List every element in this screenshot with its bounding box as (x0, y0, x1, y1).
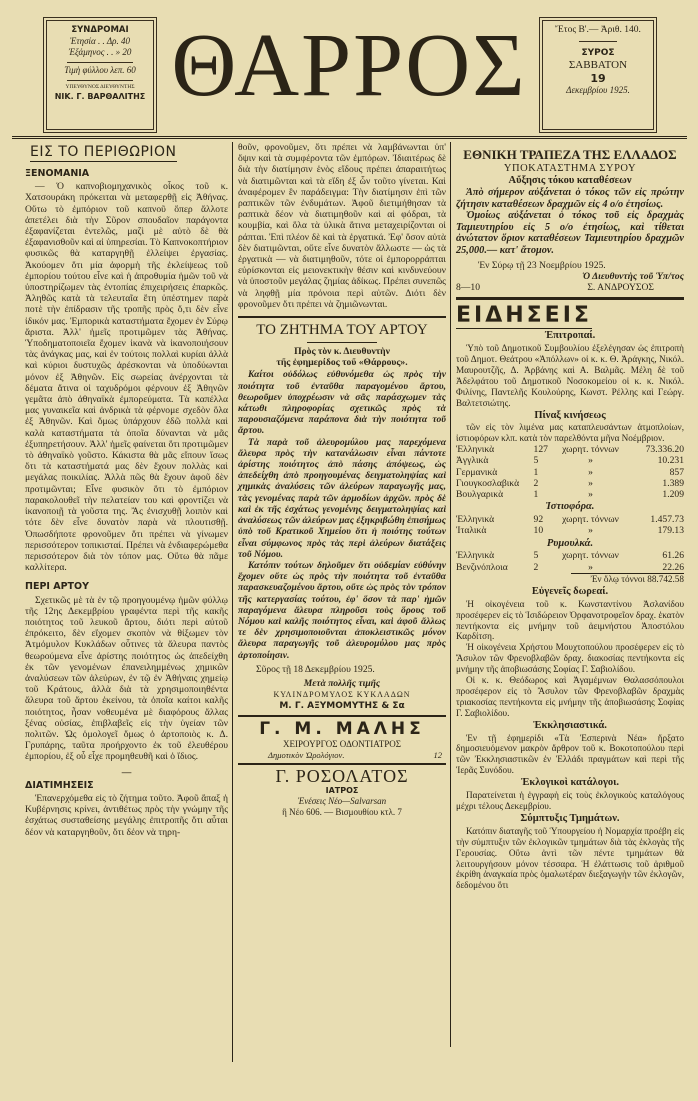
news-paragraph: Οἱ κ. κ. Θεόδωρος καὶ Ἀγαμέμνων Θαλασσόπουλοι προσέφερον εἰς τὸ Ἄσυλον τῶν Φρενοβλαβῶν δραχμὰς τριακοσίας πεντήκοντα εἰς μνήμην τῆς ἀποβιωσάσης Σοφίας Γ. Σαβιολίδου. (456, 675, 684, 718)
article-xenomania (25, 168, 228, 573)
column-divider (450, 142, 451, 1047)
ad-doctor (238, 766, 446, 818)
shipping-tons: 73.336.20 (645, 444, 684, 456)
bank-signer-title: Ὁ Διευθυντὴς τοῦ Ὑπ/τος (582, 270, 684, 282)
news-subtitle: Εὐγενεῖς δωρεαί. (531, 585, 609, 597)
bank-date: Ἐν Σύρῳ τῇ 23 Νοεμβρίου 1925. (478, 259, 606, 271)
article-prices-continued (238, 142, 446, 310)
shipping-count: 92 (533, 514, 544, 526)
issue-day: 19 (590, 72, 606, 85)
news-paragraph: Ἡ οἰκογένεια Χρήστου Μουχτοπούλου προσέφερεν εἰς τὸ Ἄσυλον τῶν Φρενοβλαβῶν δραχ. διακοσίας πεντήκοντα εἰς μνήμην τῆς ἀποβιωσάσης Σοφίας Γ. Σαβιολίδου. (456, 642, 684, 675)
article-title: ΠΕΡΙ ΑΡΤΟΥ (25, 581, 89, 593)
article-body: Σχετικῶς μὲ τὰ ἐν τῷ προηγουμένῳ ἡμῶν φύλλῳ τῆς 12ης Δεκεμβρίου γραφέντα περὶ τῆς κακῆς ποιότητος τοῦ λευκοῦ ἄρτου, διότι περὶ αὐτοῦ ἐπρόκειτο, δὲν εἴχομεν σκοπὸν νὰ θίξωμεν τὸν Ἀτμόμυλον Κυκλάδων οὗτινες τὰ ἄλευρα παντὸς θεωρούμενα εἶνε ἀρίστης ποιότητος ὡς ἀπεδείχθη ἐκ τῶν γενομένων ἐπανειλημμένως χημικῶν ἀναλύσεων τῶν ἀλεύρων, ἐν τῷ ἐν Ἀθήναις χημείῳ τοῦ Κράτους, ἀλλὰ διὰ τὰ χρησιμοποιηθέντα ἄλευρα τοῦ ἄρτου ἐκείνου, τὰ ὁποῖα καίτοι καλῆς ποιότητος, ἦσαν νοθευμένα μὲ διαφόρους ἄλλας ξένας οὐσίας, ἐπιβλαβεῖς εἰς τὴν ὑγείαν τῶν πολιτῶν. Ὡς ὁμολογεῖ ὅμως ὁ ἀρτοποιὸς κ. Δ. Γρυπάρης, ταῦτα προήρχοντο ἐκ τοῦ ἐλευθέρου ἐμπορίου, ἐξ οὗ εἶχε προμηθευθῆ καὶ ὁ ἴδιος. (25, 594, 228, 763)
column-2 (238, 142, 446, 818)
bank-branch: ΥΠΟΚΑΤΑΣΤΗΜΑ ΣΥΡΟΥ (503, 163, 637, 174)
news-section (456, 303, 684, 891)
ad-dentist (238, 719, 446, 761)
subscription-heading: ΣΥΝΔΡΟΜΑΙ (71, 25, 129, 35)
bank-subtitle: Αὔξησις τόκου καταθέσεων (508, 175, 632, 186)
subscription-box (46, 20, 154, 130)
column-1 (25, 144, 228, 838)
annual-price: Ἐτησία . . Δρ. 40 (70, 36, 130, 46)
shipping-row (456, 562, 684, 573)
letter-mill: ΚΥΛΙΝΔΡΟΜΥΛΟΣ ΚΥΚΛΑΔΩΝ (273, 690, 411, 700)
shipping-row (456, 489, 684, 500)
shipping-flag: Ἑλληνικὰ (456, 444, 495, 456)
news-paragraph: Ἡ οἰκογένεια τοῦ κ. Κωνσταντίνου Ἀσλανίδου προσέφερεν εἰς τὸ Ἱσιδώρειον Ὀρφανοτροφεῖον δραχ. ἑκατὸν πεντήκοντα εἰς μνήμην τοῦ ἀειμνήστου Ἀποστόλου Καρδίτση. (456, 598, 684, 642)
shipping-tons: 1.209 (662, 489, 684, 501)
issue-weekday: ΣΑΒΒΑΤΟΝ (568, 59, 628, 71)
bread-question-title: ΤΟ ΖΗΤΗΜΑ ΤΟΥ ΑΡΤΟΥ (256, 322, 428, 339)
shipping-flag: Ἑλληνικὰ (456, 514, 495, 526)
news-paragraph: Κατόπιν διαταγῆς τοῦ Ὑπουργείου ἡ Νομαρχία προέβη εἰς τὴν σύμπτυξιν τῶν ἐκλογικῶν τμημάτων διὰ τὰς ἐκλογὰς τῆς Γερουσίας. Οὕτω ἀντὶ τῶν πέντε τμημάτων θὰ λειτουργήσουν μόνον τέσσαρα. Ἡ ἐλάττωσις τοῦ ἀριθμοῦ ἐκρίθη ἀναγκαία πρὸς ὁμαλωτέραν διεξαγωγὴν τῶν ἐκλογῶν, δεδομένου ὅτι (456, 825, 684, 891)
shipping-table-tugs (456, 550, 684, 572)
news-paragraph: Ἐν τῇ ἐφημερίδι «Τὰ Ἑσπερινὰ Νέα» ἤρξατο δημοσιευόμενον μακρὸν ἄρθρον τοῦ κ. Βοκοτοπούλου περὶ τῶν Ἐκκλησιαστικῶν ἐν Ἑλλάδι πραγμάτων καὶ περὶ τῆς Ἱερᾶς Συνόδου. (456, 732, 684, 776)
shipping-flag: Βουλγαρικὰ (456, 489, 504, 501)
bank-name: ΕΘΝΙΚΗ ΤΡΑΠΕΖΑ ΤΗΣ ΕΛΛΑΔΟΣ (463, 147, 677, 162)
bank-paragraph: Ἀπὸ σήμερον αὐξάνεται ὁ τόκος τῶν εἰς πρώτην ζήτησιν καταθέσεων δραχμῶν εἰς 4 ο/ο ἐτησίως. (456, 187, 684, 210)
newspaper-title: ΘΑΡΡΟΣ (171, 16, 527, 115)
section-rule (238, 316, 446, 318)
shipping-tons: 10.231 (657, 455, 684, 467)
bank-signer: Σ. ΑΝΔΡΟΥΣΟΣ (587, 281, 654, 293)
dentist-name: Γ. Μ. ΜΑΛΗΣ (259, 719, 425, 740)
bread-letter (238, 342, 446, 712)
bank-ad (456, 146, 684, 293)
news-subtitle: Ἐκλογικοὶ κατάλογοι. (520, 777, 619, 789)
shipping-tons: 179.13 (657, 525, 684, 537)
issue-number: Ἔτος Β'.— Ἀριθ. 140. (555, 25, 641, 35)
shipping-count: 1 (533, 489, 539, 501)
bank-paragraph: Ὁμοίως αὐξάνεται ὁ τόκος τοῦ εἰς δραχμὰς Ταμιευτηρίου εἰς 5 ο/ο ἐτησίως, καὶ τίθεται ἀνώτατον ὅριον καταθέσεων Ταμιευτηρίου δραχμῶν 25,000.— κατ' ἄτομον. (456, 210, 684, 256)
shipping-unit: » (588, 477, 593, 489)
shipping-tons: 1.457.73 (650, 514, 684, 526)
shipping-row (456, 444, 684, 455)
letter-closing: Μετὰ πολλῆς τιμῆς (303, 677, 381, 689)
ad-rule (238, 763, 446, 765)
dentist-profession: ΧΕΙΡΟΥΡΓΟΣ ΟΔΟΝΤΙΑΤΡΟΣ (283, 739, 401, 750)
shipping-count: 10 (533, 525, 544, 537)
shipping-unit: » (588, 455, 593, 467)
shipping-tons: 61.26 (662, 550, 684, 562)
shipping-row (456, 478, 684, 489)
shipping-tons: 22.26 (662, 561, 684, 573)
article-body: — Ὁ καπνοβιομηχανικὸς οἶκος τοῦ κ. Χατσουράκη πρόκειται νὰ μεταφερθῇ εἰς Ἀθήνας. Οὕτω τὸ ἐμπόριον τοῦ καπνοῦ ὅπερ ἄλλοτε ἀπετέλει διὰ τὴν Σῦρον σπουδαῖον παράγοντα ἐξαφανίζεται ἐντελῶς, μαζὶ μὲ αὐτὸ δὲ θὰ ἐξαφανισθοῦν καὶ αἱ ὑπηρεσίαι. Τὸ Καπνοκοπτήριον φυσικῶς θὰ καταργηθῇ ἐλλείψει ἐργασίας. Ἀκούομεν ὅτι μία ἀφορμὴ τῆς ἐκλείψεως τοῦ ἐμπορίου τούτου εἶνε καὶ ἡ ἀπροθυμία ἡμῶν τοῦ νὰ ὑποστηρίζωμεν τὰς ἐντοπίας ἐπιχειρήσεις ἐπαρκῶς. Ἀληθῶς κατὰ τὰ τελευταῖα ἔτη ὑπέστημεν παρὰ ποτὲ τὴν ἐπίδρασιν τῆς τροπῆς πρὸς ὅ,τι δὲν εἶνε ἰδικόν μας. Ἐμπορικὰ καταστήματα ἔχομεν ἐν Σύρῳ ἄριστα. Ἀλλ' ἡμεῖς προτιμῶμεν τὰς Ἀθήνας. Ὑποδηματοποιεῖα ἔχομεν ἱκανὰ νὰ ἱκανοποιήσουν τὰς ἀνάγκας μας, καὶ ἐν τούτοις πολλαὶ κυρίαι ἀλλὰ καὶ κύριοι δυστυχῶς ἀρέσκονται νὰ ὑποδύωνται μόνον ἐξ Ἀθηνῶν. Εἰς σωρείας ἀνέρχονται τὰ δέματα ἅτινα οἱ ταχυδρόμοι φέρνουν ἐξ Ἀθηνῶν γεμᾶτα ἀπὸ ἀθηναϊκὰ ἐμπορεύματα. Τὰ καπέλλα μας γυναικεῖα καὶ ἀνδρικὰ τὰ φέρνομε σχεδὸν ὅλα ἐξ Ἀθηνῶν. Καὶ ὅμως ὑπάρχουν ἐδῶ πολλὰ καὶ καλὰ καταστήματα τὰ ὁποῖα δύνανται νὰ μᾶς ἐξυπηρετήσουν. Ἀλλ' ἡμεῖς φαίνεται ὅτι προτιμῶμεν τὸ ἀθηναϊκὸ γοῦστο. Κάκιστα θὰ μᾶς εἴπουν ἴσως ὅτι τὰ καταστήματά μας δὲν ἔχουν πολλὰς καὶ μεγάλας ποικιλίας. Ἀλλὰ πῶς θὰ ἔχουν ἀφοῦ δὲν προτιμῶνται; Εἶνε φυσικὸν ὅτι τὸ ἐμπόριον παρακολουθεῖ τὴν πελατείαν του καὶ φροντίζει νὰ ἱκανοποιῇ τὰ γοῦστα της. Ἂς ἐνισχυθῇ λοιπὸν καὶ τότε δὲν εἶνε δυνατὸν παρὰ νὰ πλουτισθῇ. Ὁπωσδήποτε φρονοῦμεν ὅτι πρέπει νὰ γίνωμεν περισσότερον τοπικισταί. Πρέπει νὰ ἐνδιαφερώμεθα περισσότερον διὰ τὸν τόπον μας. Οὕτω θὰ πᾶμε καλλίτερα. (25, 181, 228, 574)
news-subtitle: Ἐκκλησιαστικά. (533, 719, 607, 731)
shipping-unit: » (588, 561, 593, 573)
letter-signature: Μ. Γ. ΑΞΥΜΟΜΥΤΗΣ & Σα (279, 701, 405, 712)
dentist-address: Δημοτικὸν Ὡρολόγιον. (268, 750, 345, 761)
shipping-flag: Βενζινόπλοια (456, 561, 508, 573)
section-title-margin: ΕΙΣ ΤΟ ΠΕΡΙΘΩΡΙΟΝ (30, 144, 177, 160)
shipping-total: Ἐν ὅλῳ τόννοι 88.742.58 (571, 573, 684, 585)
shipping-count: 2 (533, 477, 539, 489)
shipping-table-sail (456, 514, 684, 536)
letter-addressee: τῆς ἐφημερίδος τοῦ «Θάρρους». (276, 357, 408, 369)
ad-code: 8—10 (456, 281, 480, 293)
ad-code: 7 (397, 807, 402, 818)
shipping-count: 2 (533, 561, 539, 573)
letter-paragraph: Τὰ παρὰ τοῦ ἀλευρομύλου μας παρεχόμενα ἄλευρα πρὸς τὴν κατανάλωσιν εἶναι πάντοτε ἀρίστης ποιότητος ἀπὸ πάσης ἀπόψεως, ὡς ἀπεδείχθη ἀπὸ προηγουμένας δειγματοληψίας καὶ χημικὰς ἀναλύσεις τῶν ἀλεύρων παραγωγῆς μας, τὰς γενομένας παρὰ τῶν ἁρμοδίων ἀρχῶν. πρὸς δὲ καὶ ἐκ τῆς ἐσχάτως γενομένης δειγματοληψίας καὶ ἀναλύσεως τῶν ἀλεύρων μας ἐξηκριβώθη ἐπισήμως ὑπὸ τοῦ Κρατικοῦ Χημείου ὅτι ἡ ποιότης τούτων εἶναι σύμφωνος πρὸς τὰς περὶ ἀλεύρων διατάξεις τοῦ Νόμου. (238, 436, 446, 560)
shipping-flag: Ἀγγλικὰ (456, 455, 489, 467)
news-heading: ΕΙΔΗΣΕΙΣ (456, 303, 592, 329)
shipping-unit: χωρητ. τόννων (562, 514, 619, 526)
shipping-flag: Γιουγκοσλαβικὰ (456, 477, 520, 489)
shipping-row (456, 455, 684, 466)
shipping-count: 5 (533, 455, 539, 467)
shipping-count: 5 (533, 550, 539, 562)
shipping-count: 127 (533, 444, 548, 456)
news-paragraph: τῶν εἰς τὸν λιμένα μας καταπλευσάντων ἀτμοπλοίων, ἱστιοφόρων κλπ. κατὰ τὸν παρελθόντα μῆνα Νοέμβριον. (456, 422, 684, 444)
shipping-tons: 1.389 (662, 477, 684, 489)
issue-box (542, 20, 654, 130)
column-3 (456, 146, 684, 891)
section-rule (456, 297, 684, 300)
editor-label: ΥΠΕΥΘΥΝΟΣ ΔΙΕΥΘΥΝΤΗΣ (65, 84, 135, 90)
doctor-service: ἢ Νέο 606. — Βισμουθίου κτλ. (282, 807, 396, 818)
shipping-flag: Ἑλληνικὰ (456, 550, 495, 562)
news-subtitle: Ἐπιτροπαί. (544, 330, 596, 342)
shipping-count: 1 (533, 466, 539, 478)
news-subtitle: Πίναξ κινήσεως (534, 409, 606, 421)
article-body: Ἐπανερχόμεθα εἰς τὸ ζήτημα τοῦτο. Ἀφοῦ ἅπαξ ἡ Κυβέρνησις κρίνει, ἀντιθέτως πρὸς τὴν γνώμην τῆς ἐσχάτως συσταθείσης μεγάλης ἐπιτροπῆς ὅτι αὗται δέον νὰ καταργηθοῦν, ὅτι δέον νὰ τηρη- (25, 792, 228, 838)
doctor-service: Ἐνέσεις Νέο—Salvarsan (297, 796, 387, 807)
issue-place: ΣΥΡΟΣ (581, 48, 615, 58)
shipping-unit: » (588, 525, 593, 537)
article-bread (25, 581, 228, 837)
column-divider (232, 142, 233, 1062)
masthead-rule (12, 136, 687, 139)
ad-rule (238, 715, 446, 717)
shipping-unit: χωρητ. τόννων (562, 444, 619, 456)
letter-date: Σῦρος τῇ 18 Δεκεμβρίου 1925. (256, 663, 375, 675)
semiannual-price: Ἐξάμηνος . . » 20 (68, 47, 132, 57)
news-paragraph: Ὑπὸ τοῦ Δημοτικοῦ Συμβουλίου ἐξελέγησαν ὡς ἐπιτροπὴ τοῦ Δημοτ. Θεάτρου «Ἀπόλλων» οἱ κ. κ. Θ. Ἀράγκης, Νικόλ. Μαυρουτζῆς, Δ. Ἀρβάνης καὶ Α. Βαλμᾶς. Μέλη δὲ τοῦ Ἀδελφάτου τοῦ Δημοτικοῦ Νοσοκομείου οἱ κ. κ. Νικόλ. Φιλίνης, Παντελῆς Κουλούρης, Κωνστ. Ρέλλης καὶ Γεώργ. Βαλτετσιώτης. (456, 343, 684, 408)
letter-addressee: Πρὸς τὸν κ. Διευθυντὴν (294, 346, 390, 358)
editor-name: ΝΙΚ. Γ. ΒΑΡΘΑΛΙΤΗΣ (54, 92, 146, 101)
shipping-tons: 857 (669, 466, 684, 478)
shipping-flag: Ἰταλικὰ (456, 525, 487, 537)
news-subtitle: Ἱστιοφόρα. (545, 501, 595, 513)
news-paragraph: Παρατείνεται ἡ ἐγγραφὴ εἰς τοὺς ἐκλογικοὺς καταλόγους μέχρι τέλους Δεκεμβρίου. (456, 790, 684, 811)
issue-price: Τιμὴ φύλλου λεπ. 60 (64, 65, 136, 75)
doctor-name: Γ. ΡΟΣΟΛΑΤΟΣ (275, 766, 409, 787)
letter-paragraph: Καίτοι οὐδόλως εὐθυνόμεθα ὡς πρὸς τὴν ποιότητα τοῦ ἐνταῦθα παραγομένου ἄρτου, θεωροῦμεν ὑποχρέωσιν νὰ σᾶς παράσχωμεν τὰς κάτωθι πληροφορίας σχετικῶς πρὸς τὰ παρουσιαζόμενα παράπονα διὰ τὴν ποιότητα τοῦ ἄρτου. (238, 369, 446, 437)
article-body: θοῦν, φρονοῦμεν, ὅτι πρέπει νὰ λαμβάνωνται ὑπ' ὄψιν καὶ τὰ συμφέροντα τῶν ἐμπόρων. Ἰδιαιτέρως δὲ διὰ τὴν διατίμησιν ἑνὸς εἴδους πρέπει ἀπαραιτήτως νὰ διατιμῶνται καὶ τὰ εἴδη ἐξ ὧν τοῦτο γίνεται. Καὶ ἀναφέρομεν ἓν παράδειγμα: Τὴν διατίμησιν ἐπὶ τῶν ραπτικῶν τῶν ἐνδυμάτων. Ἀφοῦ διετιμήθησαν τὰ ραπτικὰ δέον νὰ διατιμηθοῦν καὶ αἱ φόδραι, τὰ κουμβία, καὶ ὅλα τὰ ὑλικὰ ἅτινα μεταχειρίζονται οἱ ράπται. Ἐπὶ πλέον δὲ καὶ τὰ ἐργατικά. Ἐφ' ὅσον αὐτὰ δὲν διατιμῶνται, οὔτε εἶνε δυνατὸν ἄλλωστε — ὡς τὰ ἐργατικὰ — νὰ διατιμηθοῦν, τότε οἱ ἐμπορορράπται εὑρίσκονται εἰς μειονεκτικὴν θέσιν καὶ κινδυνεύουν νὰ ὑποστοῦν μεγάλας ζημίας ἀδίκως. Πρέπει συνεπῶς νὰ ληφθῇ μία πρόνοια περὶ αὐτῶν. Διότι δὲν φρονοῦμεν ὅτι πρέπει νὰ ζημιῶνωνται. (238, 142, 446, 310)
doctor-profession: ΙΑΤΡΟΣ (325, 786, 359, 796)
article-title: ΔΙΑΤΙΜΗΣΕΙΣ (25, 779, 94, 791)
shipping-table-steamers (456, 444, 684, 500)
shipping-row (456, 467, 684, 478)
shipping-unit: » (588, 489, 593, 501)
letter-paragraph: Κατόπιν τούτων δηλοῦμεν ὅτι οὐδεμίαν εὐθύνην ἔχομεν οὔτε ὡς πρὸς τὴν ποιότητα τοῦ ἐνταῦθα παρασκευαζομένου ἄρτου, οὔτε ὡς πρὸς τὸν τρόπον τῆς κατεργασίας τούτου, ἐφ' ὅσον τὰ παρ' ἡμῶν παραγόμενα ἄλευρα πληροῦσι τοὺς ὅρους τοῦ Νόμου καὶ καλῆς ποιότητος εἶναι, καὶ ἀφοῦ ἄλλως τε δὲν χρησιμοποιοῦνται ἀποκλειστικῶς μόνον ἄλευρα παραγωγῆς τοῦ ἀλευρομύλου μας πρὸς ἀρτοποίησιν. (238, 559, 446, 661)
shipping-unit: χωρητ. τόννων (562, 550, 619, 562)
shipping-row (456, 525, 684, 536)
shipping-unit: » (588, 466, 593, 478)
shipping-flag: Γερμανικὰ (456, 466, 498, 478)
news-subtitle: Ρυμουλκά. (546, 537, 594, 549)
shipping-row (456, 514, 684, 525)
article-title: ΞΕΝΟΜΑΝΙΑ (25, 168, 90, 179)
issue-month-year: Δεκεμβρίου 1925. (566, 85, 630, 95)
news-subtitle: Σύμπτυξις Τμημάτων. (520, 812, 620, 824)
separator: — (121, 766, 132, 778)
shipping-row (456, 550, 684, 561)
ad-code: 12 (433, 750, 442, 761)
